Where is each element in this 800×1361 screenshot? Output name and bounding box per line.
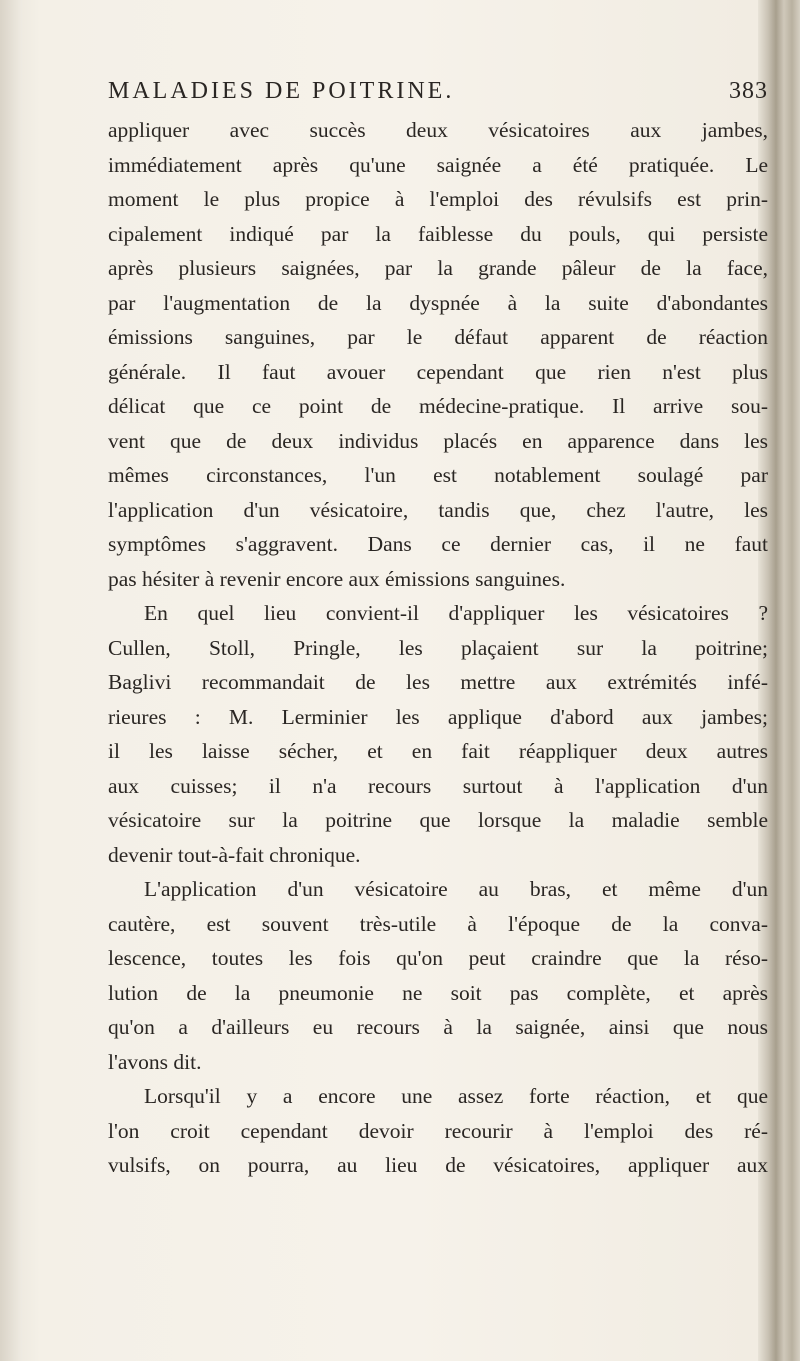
- text-line: l'application d'un vésicatoire, tandis que, chez l'autre, les: [108, 497, 768, 522]
- text-line: émissions sanguines, par le défaut apparent de réaction: [108, 325, 768, 349]
- page-number: 383: [729, 78, 768, 104]
- text-line: devenir tout-à-fait chronique.: [108, 842, 361, 867]
- text-line: Lorsqu'il y a encore une assez forte réaction, et que: [144, 1084, 768, 1108]
- text-line: délicat que ce point de médecine-pratique. Il arrive sou-: [108, 394, 768, 418]
- text-line: l'avons dit.: [108, 1049, 202, 1074]
- text-line: rieures : M. Lerminier les applique d'abord aux jambes;: [108, 704, 768, 729]
- running-head: MALADIES DE POITRINE.: [108, 78, 455, 104]
- text-line: aux cuisses; il n'a recours surtout à l'application d'un: [108, 773, 768, 798]
- text-line: lescence, toutes les fois qu'on peut craindre que la réso-: [108, 946, 768, 970]
- text-line: après plusieurs saignées, par la grande pâleur de la face,: [108, 256, 768, 280]
- text-line: l'on croit cependant devoir recourir à l'emploi des ré-: [108, 1118, 768, 1143]
- text-line: vent que de deux individus placés en apparence dans les: [108, 428, 768, 453]
- text-line: générale. Il faut avouer cependant que rien n'est plus: [108, 359, 768, 384]
- text-line: il les laisse sécher, et en fait réappliquer deux autres: [108, 739, 768, 763]
- text-line: symptômes s'aggravent. Dans ce dernier cas, il ne faut: [108, 532, 768, 556]
- text-line: cipalement indiqué par la faiblesse du pouls, qui persiste: [108, 221, 768, 246]
- text-line: L'application d'un vésicatoire au bras, et même d'un: [144, 877, 768, 901]
- text-line: mêmes circonstances, l'un est notablement soulagé par: [108, 463, 768, 487]
- text-line: immédiatement après qu'une saignée a été pratiquée. Le: [108, 152, 768, 177]
- text-line: En quel lieu convient-il d'appliquer les vésicatoires ?: [144, 601, 768, 625]
- body-text: [108, 113, 768, 1183]
- text-line: Baglivi recommandait de les mettre aux extrémités infé-: [108, 670, 768, 694]
- text-line: vulsifs, on pourra, au lieu de vésicatoires, appliquer aux: [108, 1153, 768, 1177]
- text-line: lution de la pneumonie ne soit pas complète, et après: [108, 980, 768, 1005]
- text-line: moment le plus propice à l'emploi des révulsifs est prin-: [108, 187, 768, 211]
- text-line: appliquer avec succès deux vésicatoires aux jambes,: [108, 118, 768, 142]
- page-gutter-left: [0, 0, 22, 1361]
- page-header: [108, 78, 768, 118]
- text-line: vésicatoire sur la poitrine que lorsque la maladie semble: [108, 808, 768, 832]
- text-line: cautère, est souvent très-utile à l'époque de la conva-: [108, 911, 768, 936]
- text-line: pas hésiter à revenir encore aux émissions sanguines.: [108, 566, 566, 591]
- text-line: qu'on a d'ailleurs eu recours à la saignée, ainsi que nous: [108, 1015, 768, 1039]
- text-line: Cullen, Stoll, Pringle, les plaçaient sur la poitrine;: [108, 635, 768, 660]
- text-line: par l'augmentation de la dyspnée à la suite d'abondantes: [108, 290, 768, 315]
